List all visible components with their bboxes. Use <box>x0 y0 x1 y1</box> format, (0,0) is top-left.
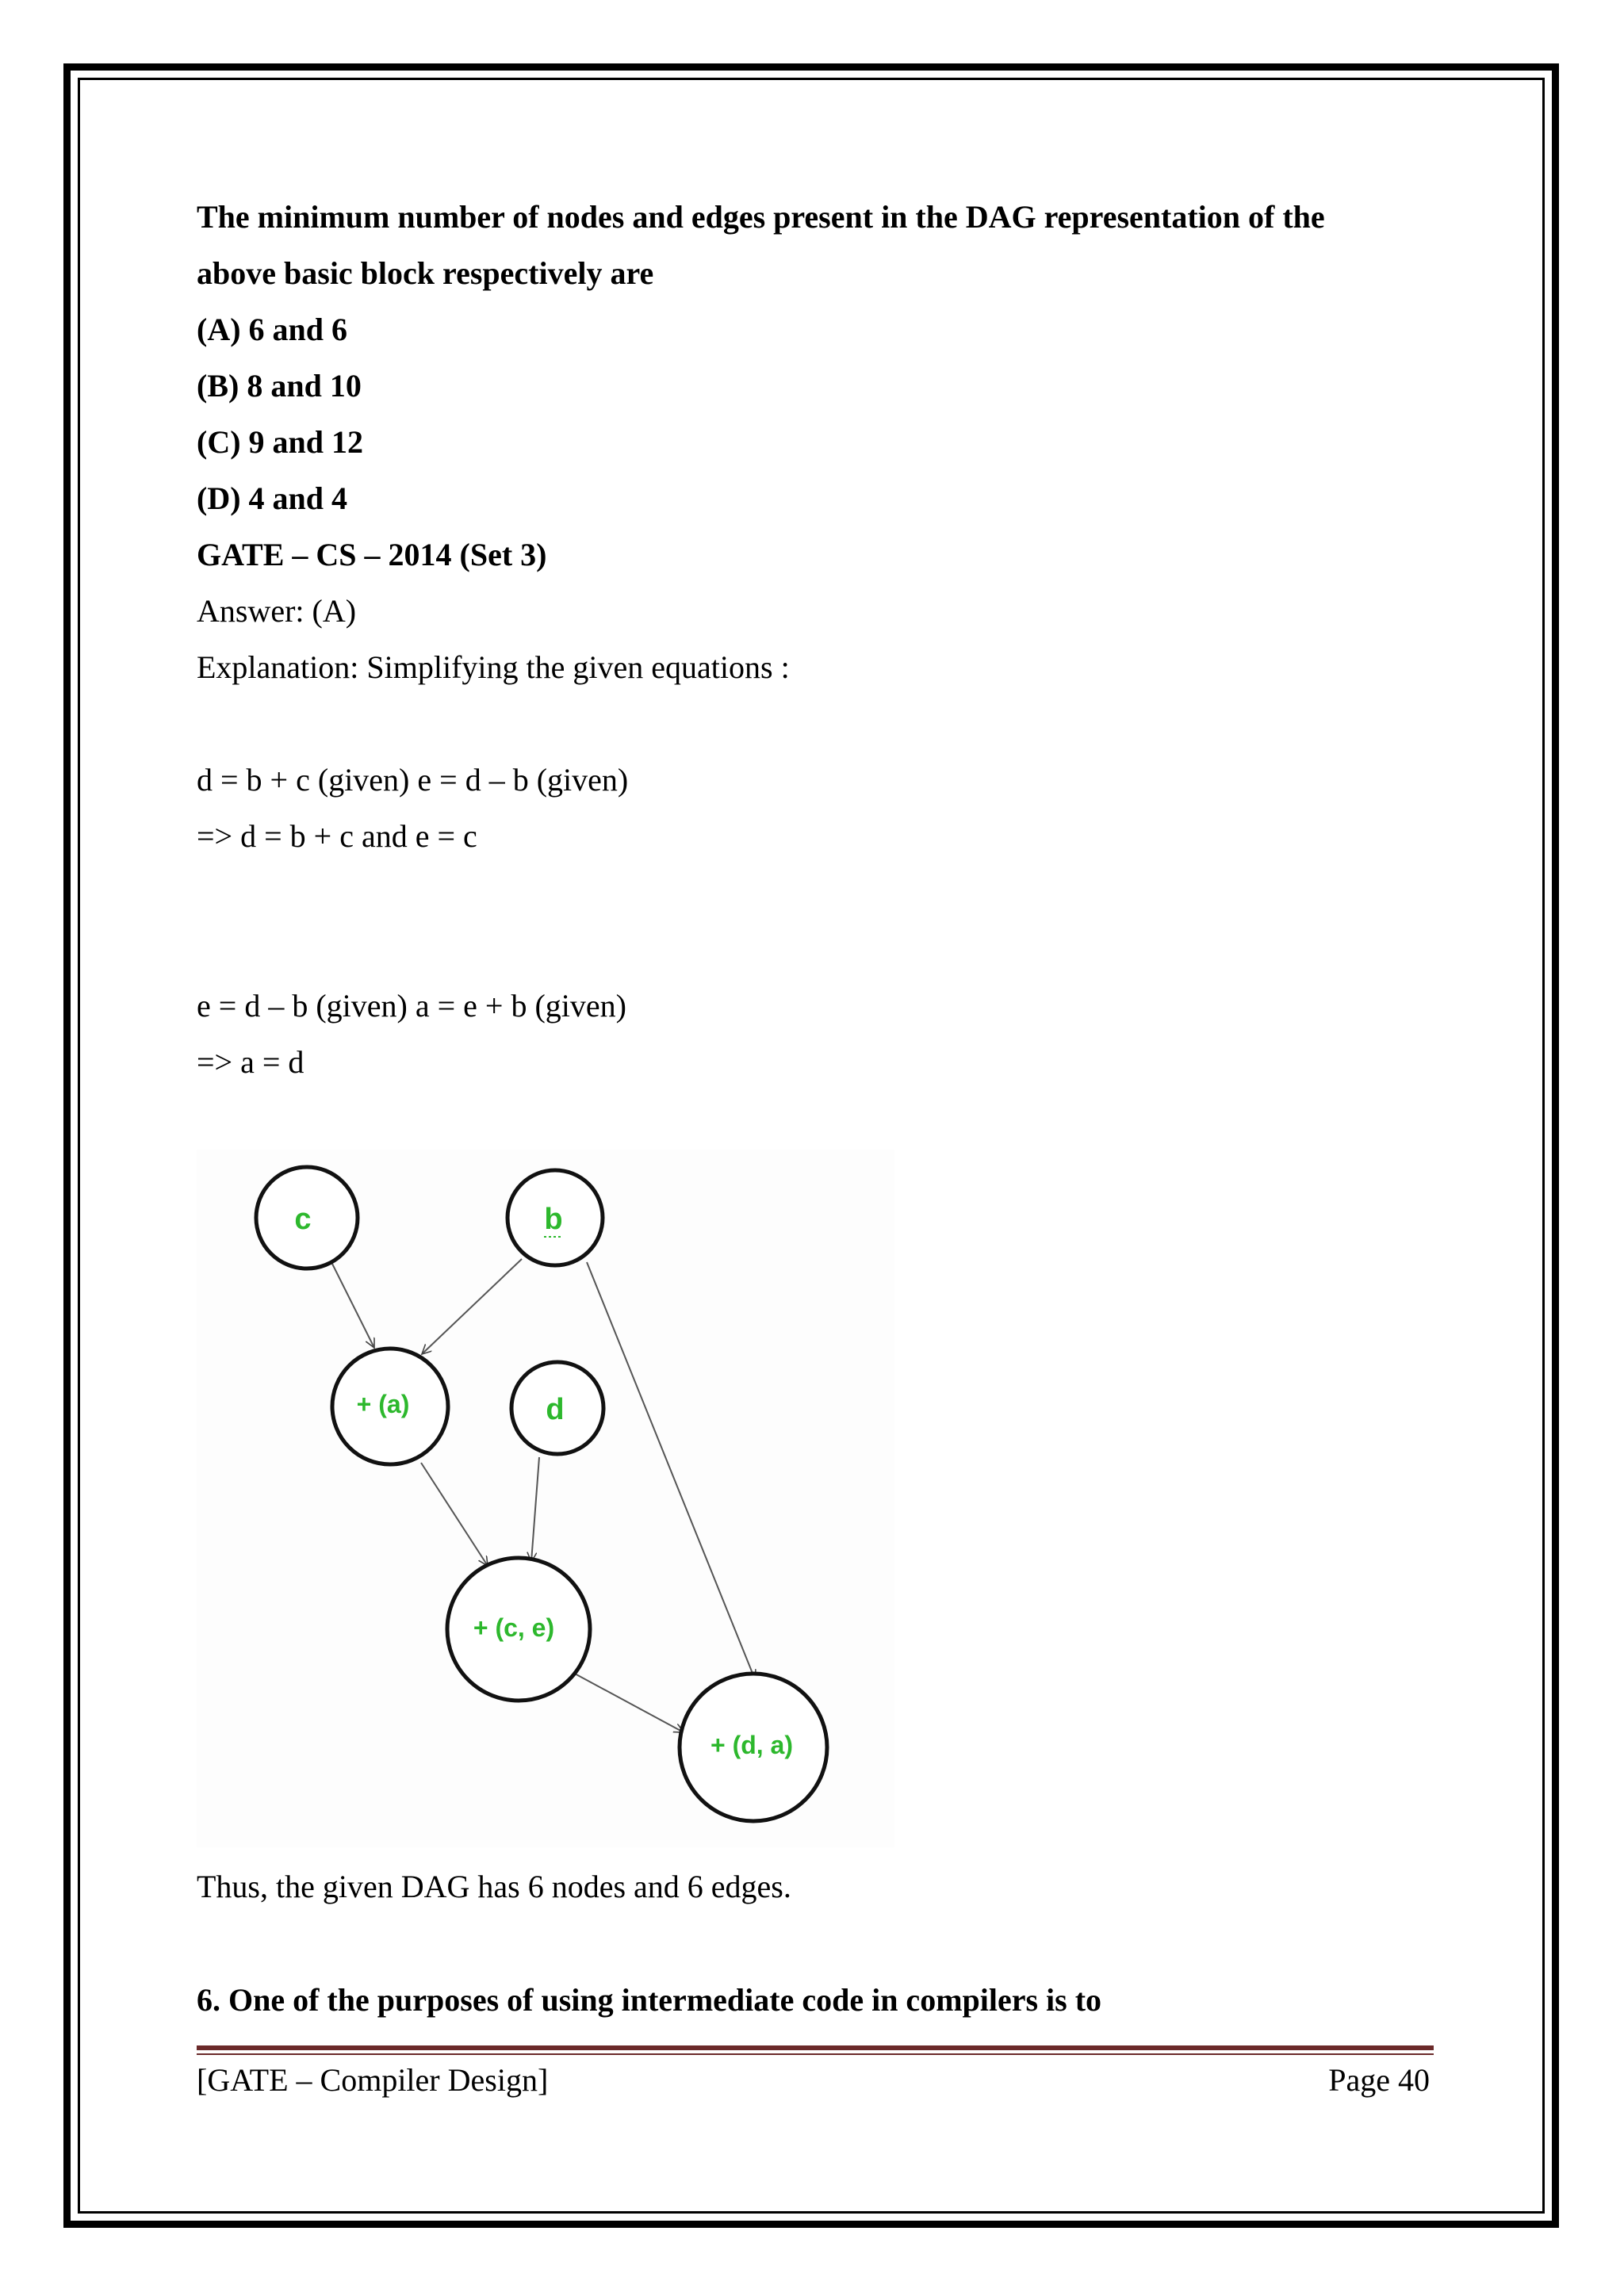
node-c <box>256 1167 358 1269</box>
svg-text:+ (d, a): + (d, a) <box>710 1731 794 1759</box>
node-plus-a <box>332 1349 448 1464</box>
option-a: (A) 6 and 6 <box>197 312 348 347</box>
svg-text:c: c <box>294 1203 312 1236</box>
edge-b-to-plus-da <box>587 1262 755 1679</box>
svg-text:d: d <box>546 1393 565 1426</box>
option-b: (B) 8 and 10 <box>197 368 362 404</box>
node-d <box>511 1362 603 1454</box>
equation-2-result: => a = d <box>197 1044 304 1080</box>
question-text-line-2: above basic block respectively are <box>197 255 654 291</box>
svg-text:b: b <box>544 1203 563 1236</box>
svg-text:+ (c, e): + (c, e) <box>473 1613 555 1642</box>
edge-c-to-plus-a <box>330 1259 374 1348</box>
conclusion-text: Thus, the given DAG has 6 nodes and 6 edges. <box>197 1869 791 1904</box>
edge-plus-a-to-plus-ce <box>421 1463 488 1566</box>
edge-plus-ce-to-plus-da <box>573 1673 684 1732</box>
answer-text: Answer: (A) <box>197 593 357 629</box>
edge-b-to-plus-a <box>422 1259 522 1354</box>
footer-title: [GATE – Compiler Design] <box>197 2062 549 2098</box>
node-b <box>508 1170 603 1265</box>
footer-rule-thick <box>197 2045 1434 2050</box>
dag-diagram <box>197 1150 894 1847</box>
option-d: (D) 4 and 4 <box>197 480 348 516</box>
node-plus-da <box>680 1674 827 1821</box>
explanation-intro: Explanation: Simplifying the given equations : <box>197 649 790 685</box>
edge-d-to-plus-ce <box>531 1457 539 1562</box>
option-c: (C) 9 and 12 <box>197 424 364 460</box>
svg-text:+ (a): + (a) <box>356 1390 410 1418</box>
equation-1-result: => d = b + c and e = c <box>197 818 477 854</box>
question-text-line-1: The minimum number of nodes and edges present in the DAG representation of the <box>197 199 1325 235</box>
equation-2: e = d – b (given) a = e + b (given) <box>197 988 626 1024</box>
page-number: Page 40 <box>1328 2062 1430 2098</box>
question-source: GATE – CS – 2014 (Set 3) <box>197 537 547 572</box>
node-plus-ce <box>447 1558 590 1701</box>
footer-rule-thin <box>197 2053 1434 2055</box>
equation-1: d = b + c (given) e = d – b (given) <box>197 762 629 798</box>
next-question-text: 6. One of the purposes of using intermediate code in compilers is to <box>197 1982 1102 2018</box>
